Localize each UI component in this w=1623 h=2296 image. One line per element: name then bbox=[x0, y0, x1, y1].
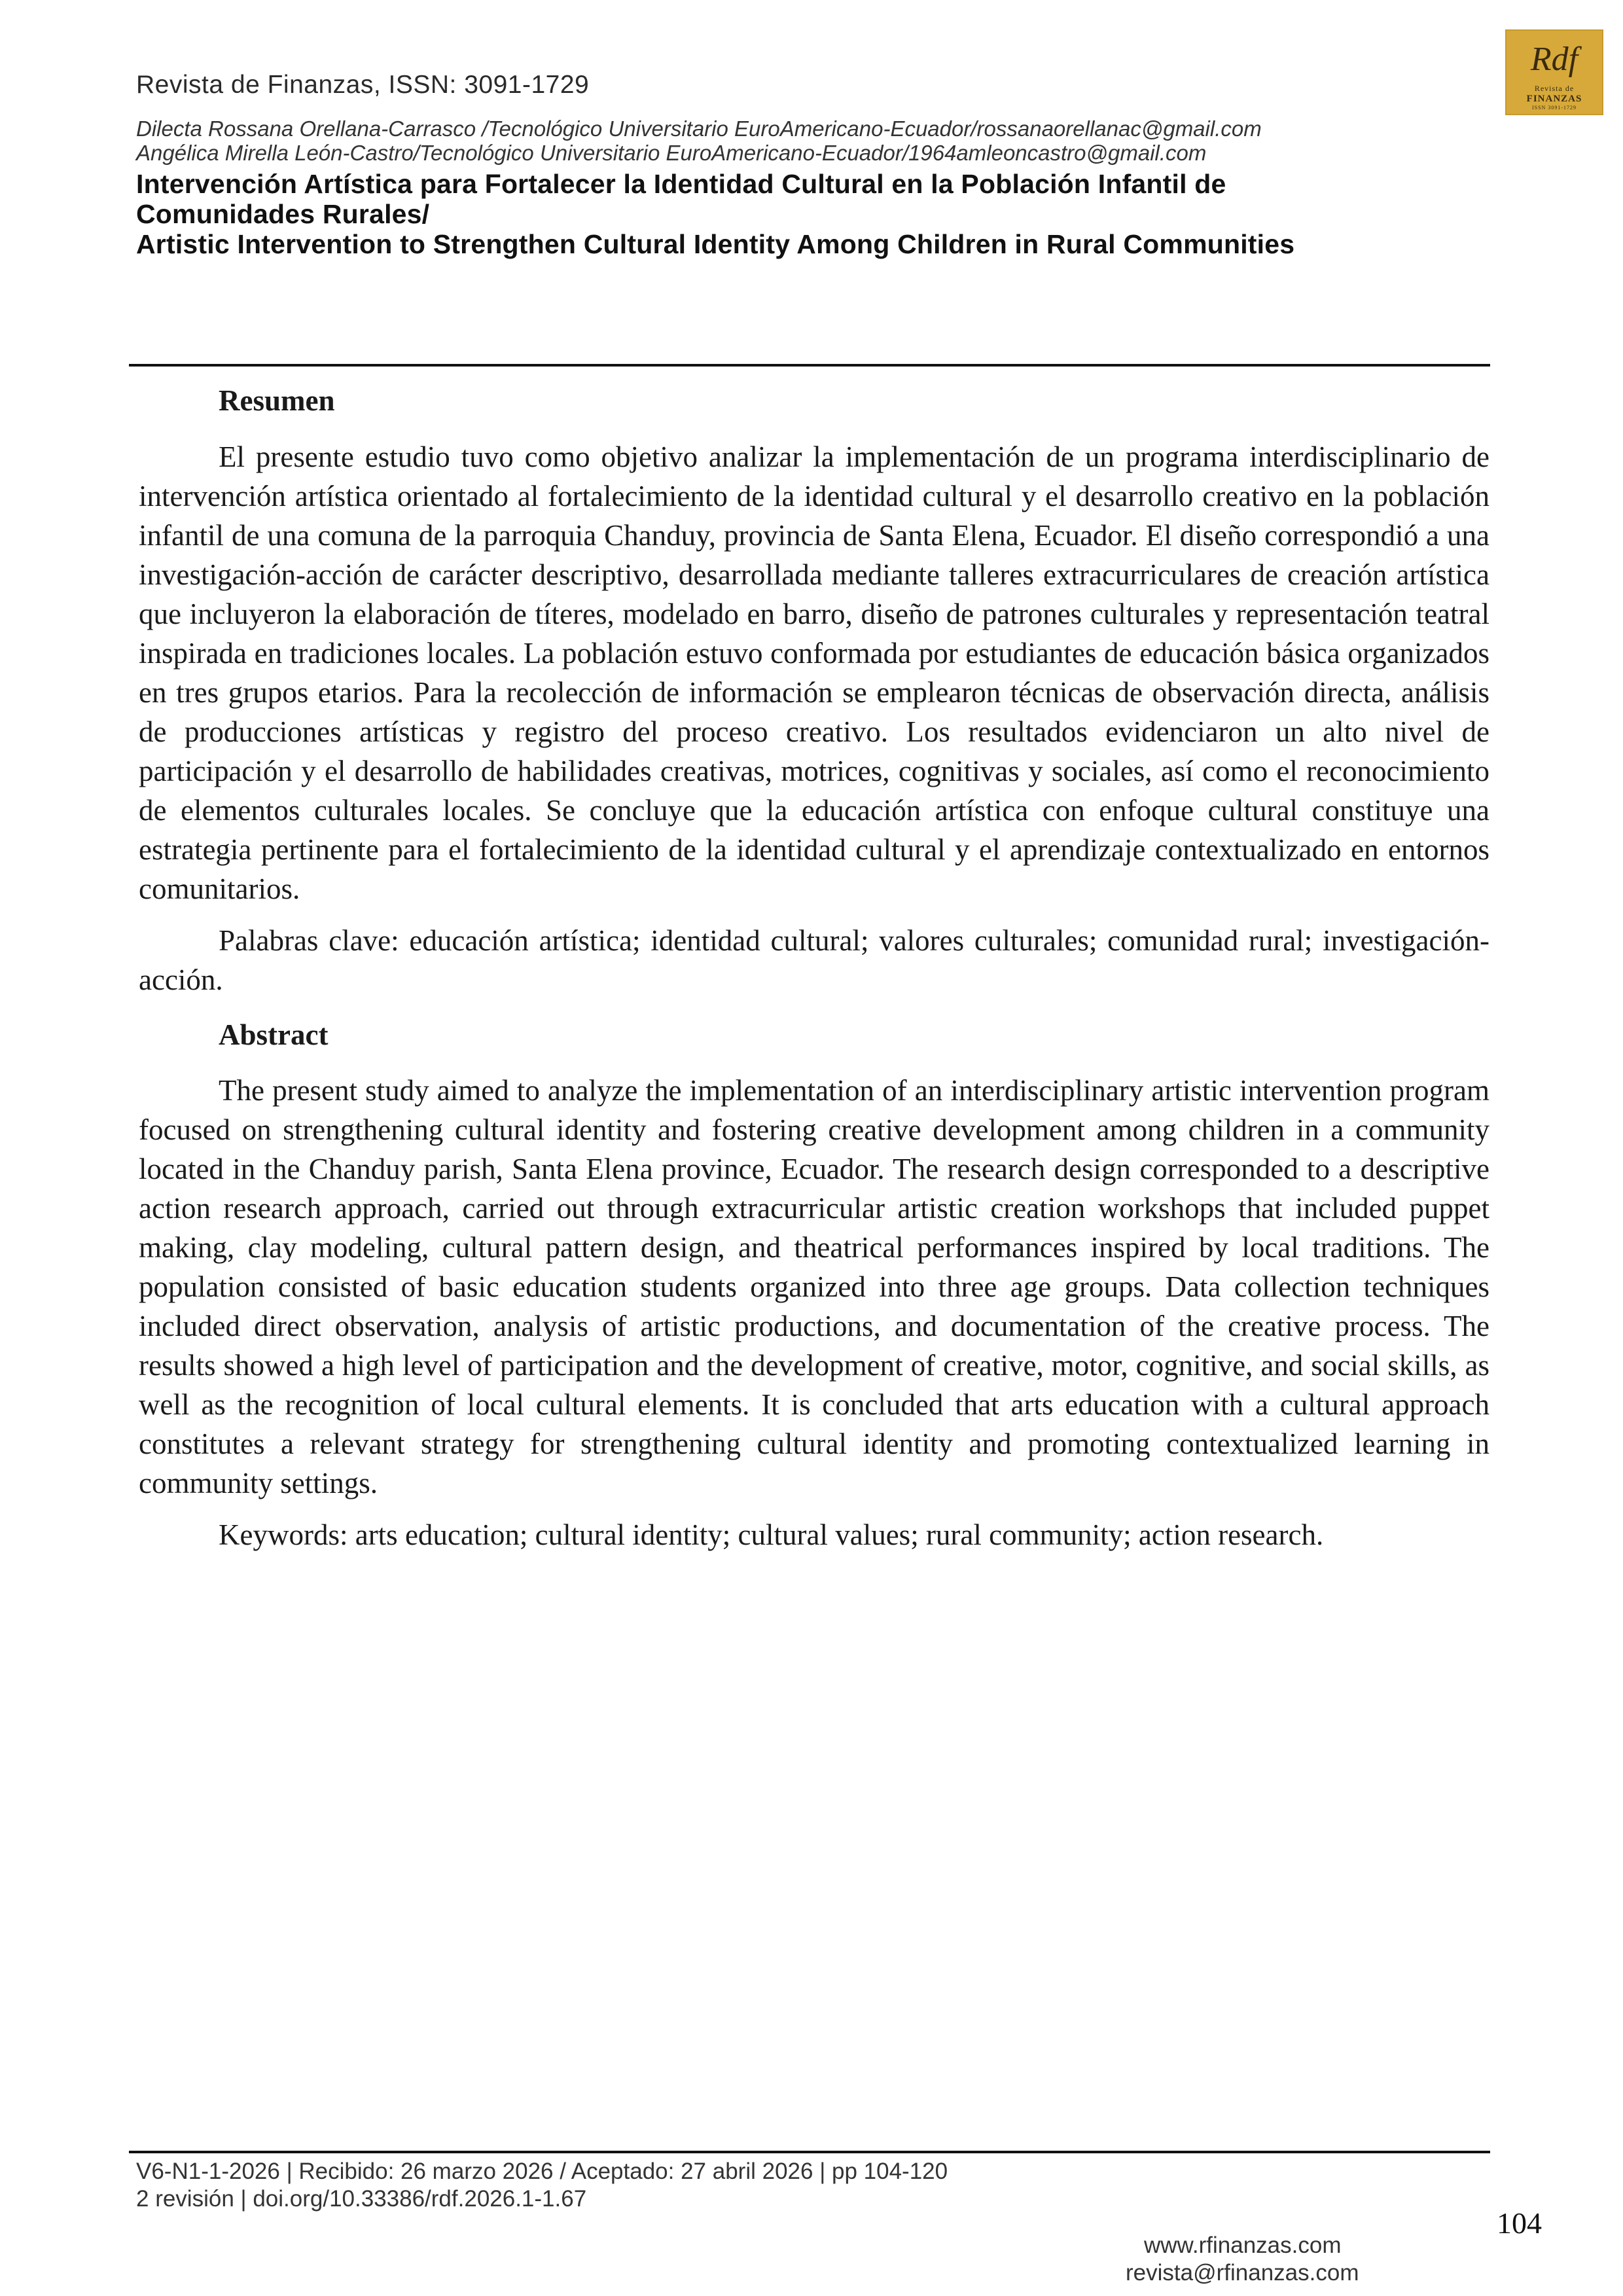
logo-line-1: Revista de bbox=[1534, 84, 1575, 93]
keywords: Keywords: arts education; cultural identity; cultural values; rural community; action research. bbox=[219, 1518, 1324, 1551]
issue-info: V6-N1-1-2026 | Recibido: 26 marzo 2026 / Aceptado: 27 abril 2026 | pp 104-120 bbox=[136, 2159, 948, 2184]
journal-name: Revista de Finanzas, ISSN: 3091-1729 bbox=[136, 71, 590, 99]
abstract-heading: Abstract bbox=[219, 1018, 329, 1051]
author-affiliation-1: Dilecta Rossana Orellana-Carrasco /Tecnológico Universitario EuroAmericano-Ecuador/rossanaorellanac@gmail.com bbox=[136, 117, 1262, 141]
resumen-paragraph: El presente estudio tuvo como objetivo analizar la implementación de un programa interdisciplinario de intervención artística orientado al fortalecimiento de la identidad cultural y el desarrollo creativo en la población infantil de una comuna de la parroquia Chanduy, provincia de Santa Elena, Ecuador. El diseño correspondió a una investigación-acción de carácter descriptivo, desarrollada mediante talleres extracurriculares de creación artística que incluyeron la elaboración de títeres, modelado en barro, diseño de patrones culturales y representación teatral inspirada en tradiciones locales. La población estuvo conformada por estudiantes de educación básica organizados en tres grupos etarios. Para la recolección de información se emplearon técnicas de observación directa, análisis de producciones artísticas y registro del proceso creativo. Los resultados evidenciaron un alto nivel de participación y el desarrollo de habilidades creativas, motrices, cognitivas y sociales, así como el reconocimiento de elementos culturales locales. Se concluye que la educación artística con enfoque cultural constituye una estrategia pertinente para el fortalecimiento de la identidad cultural y el aprendizaje contextualizado en entornos comunitarios. bbox=[139, 440, 1489, 905]
article-body bbox=[139, 381, 1489, 1554]
page-number: 104 bbox=[1497, 2206, 1542, 2240]
logo-text bbox=[1507, 84, 1602, 111]
palabras-clave: Palabras clave: educación artística; identidad cultural; valores culturales; comunidad rural; investigación-acción. bbox=[139, 924, 1489, 996]
title-english: Artistic Intervention to Strengthen Cultural Identity Among Children in Rural Communities bbox=[136, 229, 1295, 259]
resumen-heading: Resumen bbox=[219, 384, 335, 417]
title-spanish-line-2: Comunidades Rurales/ bbox=[136, 199, 430, 229]
doi-info: 2 revisión | doi.org/10.33386/rdf.2026.1-1.67 bbox=[136, 2186, 587, 2212]
logo-line-2: FINANZAS bbox=[1526, 93, 1582, 104]
logo-mark: Rdf bbox=[1530, 41, 1578, 78]
title-spanish-line-1: Intervención Artística para Fortalecer la Identidad Cultural en la Población Infantil de bbox=[136, 169, 1226, 199]
website-link[interactable]: www.rfinanzas.com bbox=[1144, 2233, 1342, 2258]
header-divider bbox=[129, 364, 1490, 367]
footer-divider bbox=[129, 2151, 1490, 2153]
logo-line-3: ISSN 3091-1729 bbox=[1531, 105, 1577, 111]
journal-logo bbox=[1505, 29, 1603, 115]
author-affiliation-2: Angélica Mirella León-Castro/Tecnológico Universitario EuroAmericano-Ecuador/1964amleoncastro@gmail.com bbox=[136, 141, 1207, 165]
abstract-paragraph: The present study aimed to analyze the implementation of an interdisciplinary artistic intervention program focused on strengthening cultural identity and fostering creative development among children in a community located in the Chanduy parish, Santa Elena province, Ecuador. The research design corresponded to a descriptive action research approach, carried out through extracurricular artistic creation workshops that included puppet making, clay modeling, cultural pattern design, and theatrical performances inspired by local traditions. The population consisted of basic education students organized into three age groups. Data collection techniques included direct observation, analysis of artistic productions, and documentation of the creative process. The results showed a high level of participation and the development of creative, motor, cognitive, and social skills, as well as the recognition of local cultural elements. It is concluded that arts education with a cultural approach constitutes a relevant strategy for strengthening cultural identity and promoting contextualized learning in community settings. bbox=[139, 1074, 1489, 1499]
email-link[interactable]: revista@rfinanzas.com bbox=[1126, 2260, 1359, 2286]
